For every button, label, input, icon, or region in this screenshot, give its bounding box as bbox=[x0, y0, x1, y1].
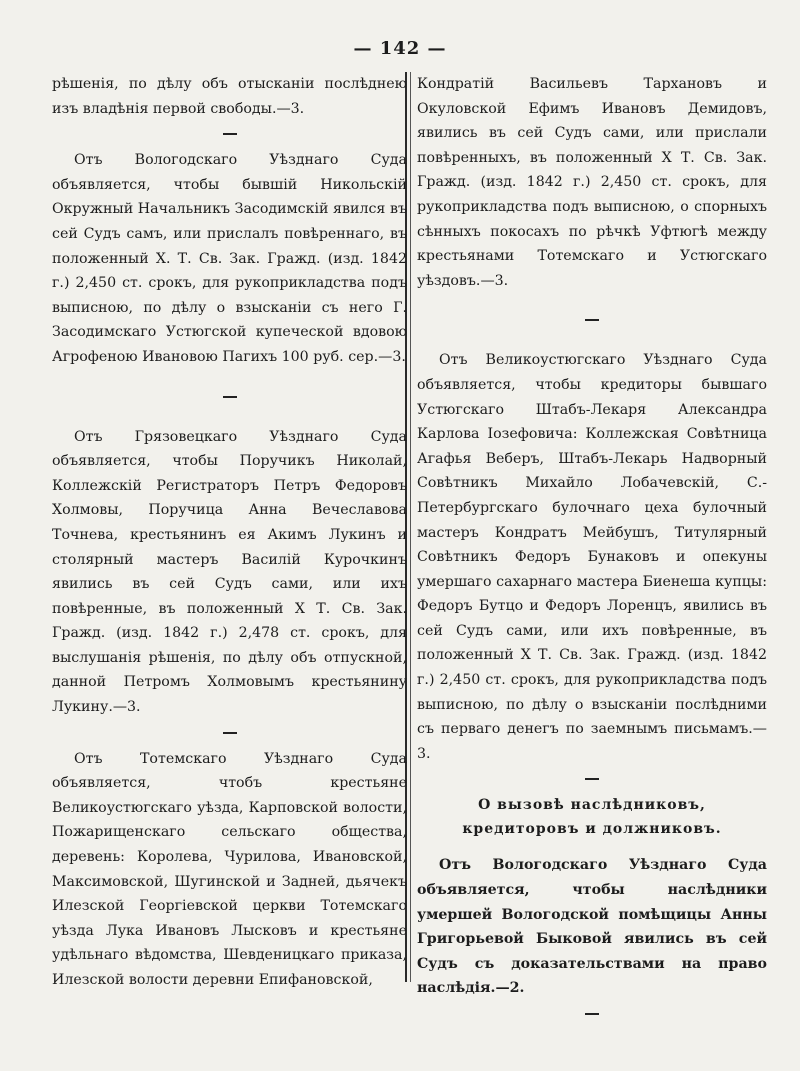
separator-dash bbox=[223, 732, 237, 734]
separator-dash bbox=[223, 133, 237, 135]
separator-dash bbox=[585, 1013, 599, 1015]
left-column bbox=[52, 72, 407, 993]
section-heading: О вызовѣ наслѣдниковъ, кредиторовъ и должниковъ. bbox=[462, 797, 722, 838]
notice-heirs-vologda: Отъ Вологодскаго Уѣзднаго Суда объявляется, чтобы наслѣдники умершей Вологодской помѣщицы Анны Григорьевой Быковой явились въ сей Судъ съ доказательствами на право наслѣдія.—2. bbox=[417, 857, 767, 997]
separator-dash bbox=[585, 319, 599, 321]
separator-dash bbox=[585, 778, 599, 780]
notice-gryazovets-court: Отъ Грязовецкаго Уѣзднаго Суда объявляется, чтобы Поручикъ Николай, Коллежскій Регистраторъ Петръ Федоровъ Холмовы, Поручица Анна Вечеславова Точнева, крестьянинъ ея Акимъ Лукинъ и столярный мастеръ Василій Курочкинъ явились въ сей Судъ сами, или ихъ повѣренные, въ положенный X Т. Св. Зак. Гражд. (изд. 1842 г.) 2,478 ст. срокъ, для выслушанія рѣшенія, по дѣлу объ отпускной, данной Петромъ Холмовымъ крестьянину Лукину.—3. bbox=[52, 428, 407, 716]
page-number: — 142 — bbox=[353, 38, 447, 59]
notice-totma-continuation: Кондратій Васильевъ Тархановъ и Окуловской Ефимъ Ивановъ Демидовъ, явились въ сей Судъ сами, или прислали повѣренныхъ, въ положенный X Т. Св. Зак. Гражд. (изд. 1842 г.) 2,450 ст. срокъ, для рукоприкладства подъ выписною, о спорныхъ сѣнныхъ покосахъ по рѣчкѣ Уфтюгѣ между крестьянами Тотемскаго и Устюгскаго уѣздовъ.—3. bbox=[417, 76, 767, 289]
notice-velikiy-ustyug-court: Отъ Великоустюгскаго Уѣзднаго Суда объявляется, чтобы кредиторы бывшаго Устюгскаго Штабъ-Лекаря Александра Карлова Іозефовича: Коллежская Совѣтница Агафья Веберъ, Штабъ-Лекарь Надворный Совѣтникъ Михайло Лобачевскій, С.-Петербургскаго булочнаго цеха булочный мастеръ Кондратъ Мейбушъ, Титулярный Совѣтникъ Федоръ Бунаковъ и опекуны умершаго сахарнаго мастера Биенеша купцы: Федоръ Бутцо и Федоръ Лоренцъ, явились въ сей Судъ сами, или ихъ повѣренные, въ положенный X Т. Св. Зак. Гражд. (изд. 1842 г.) 2,450 ст. срокъ, для рукоприкладства подъ выписною, по дѣлу о взысканіи послѣдними съ перваго денегъ по заемнымъ письмамъ.—3. bbox=[417, 352, 767, 762]
separator-dash bbox=[223, 396, 237, 398]
right-column bbox=[417, 72, 767, 1028]
notice-continuation: рѣшенія, по дѣлу объ отысканіи послѣднею изъ владѣнія первой свободы.—3. bbox=[52, 76, 407, 117]
notice-vologda-court: Отъ Вологодскаго Уѣзднаго Суда объявляется, чтобы бывшій Никольскій Окружный Начальникъ Засодимскій явился въ сей Судъ самъ, или прислалъ повѣреннаго, въ положенный X. Т. Св. Зак. Гражд. (изд. 1842 г.) 2,450 ст. срокъ, для рукоприкладства подъ выписною, по дѣлу о взысканіи съ него Г. Засодимскаго Устюгской купеческой вдовою Агрофеною Ивановою Пагихъ 100 руб. сер.—3. bbox=[52, 152, 407, 365]
column-divider-secondary bbox=[410, 72, 411, 982]
notice-totma-court: Отъ Тотемскаго Уѣзднаго Суда объявляется, чтобъ крестьяне Великоустюгскаго уѣзда, Карповской волости, Пожарищенскаго сельскаго общества, деревень: Королева, Чурилова, Ивановской, Максимовской, Шугинской и Задней, дьячекъ Илезской Георгіевской церкви Тотемскаго уѣзда Лука Ивановъ Лысковъ и крестьяне удѣльнаго вѣдомства, Шевденицкаго приказа, Илезской волости деревни Епифановской, bbox=[52, 750, 407, 988]
